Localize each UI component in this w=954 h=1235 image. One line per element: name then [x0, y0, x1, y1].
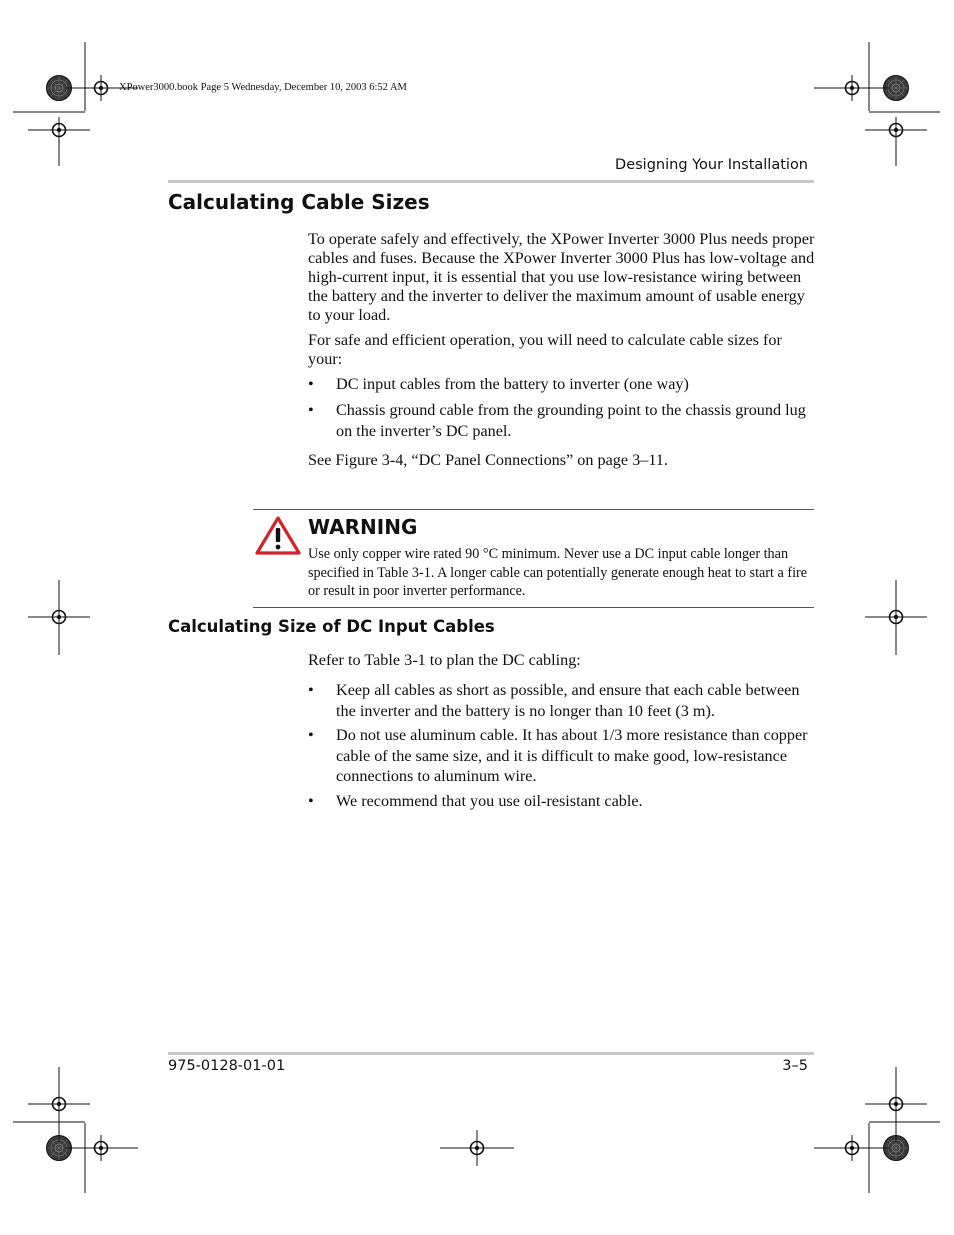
section-title: Calculating Cable Sizes: [168, 190, 430, 214]
document-number: 975-0128-01-01: [168, 1058, 286, 1074]
warning-title: WARNING: [308, 515, 418, 539]
intro-paragraph: To operate safely and effectively, the XPower Inverter 3000 Plus needs proper cables and fuses. Because the XPower Inverter 3000 Plus has low-voltage and high-current input, it is essential that you use low-resistance wiring between the battery and the inverter to deliver the maximum amount of usable energy to your load.: [308, 230, 815, 324]
warning-rule-top: [253, 509, 814, 510]
warning-triangle-icon: [255, 516, 301, 556]
list-item: [308, 375, 816, 394]
warning-rule-bottom: [253, 607, 814, 608]
dc-cable-body: [308, 651, 816, 811]
list-item-text: Do not use aluminum cable. It has about 1/3 more resistance than copper cable of the same size, and it is difficult to make good, low-resistance connections to aluminum wire.: [336, 726, 808, 785]
list-item-text: Chassis ground cable from the grounding point to the chassis ground lug on the inverter’s DC panel.: [336, 401, 806, 440]
bullet-glyph: •: [308, 681, 314, 699]
intro-body: [308, 230, 816, 470]
list-item: [308, 680, 816, 721]
bullet-glyph: •: [308, 726, 314, 744]
warning-text: Use only copper wire rated 90 °C minimum. Never use a DC input cable longer than specified in Table 3-1. A longer cable can potentially generate enough heat to start a fire or result in poor inverter performance.: [308, 546, 808, 599]
list-item-text: Keep all cables as short as possible, and ensure that each cable between the inverter and the battery is no longer than 10 feet (3 m).: [336, 681, 800, 720]
list-item: [308, 791, 816, 812]
header-rule: [168, 180, 814, 183]
footer-rule: [168, 1052, 814, 1055]
figure-reference: See Figure 3-4, “DC Panel Connections” on page 3–11.: [308, 451, 668, 469]
refer-paragraph: Refer to Table 3-1 to plan the DC cabling:: [308, 651, 581, 669]
list-item: [308, 400, 816, 441]
print-slug: XPower3000.book Page 5 Wednesday, December 10, 2003 6:52 AM: [119, 82, 407, 93]
list-item-text: DC input cables from the battery to inverter (one way): [336, 375, 689, 393]
list-item: [308, 725, 816, 787]
page-number: 3–5: [782, 1058, 808, 1074]
subsection-title: Calculating Size of DC Input Cables: [168, 617, 495, 636]
bullet-glyph: •: [308, 375, 314, 393]
intro-paragraph: For safe and efficient operation, you will need to calculate cable sizes for your:: [308, 331, 782, 368]
list-item-text: We recommend that you use oil-resistant cable.: [336, 791, 643, 810]
bullet-glyph: •: [308, 401, 314, 419]
bullet-glyph: •: [308, 791, 314, 810]
running-head: Designing Your Installation: [615, 157, 808, 173]
